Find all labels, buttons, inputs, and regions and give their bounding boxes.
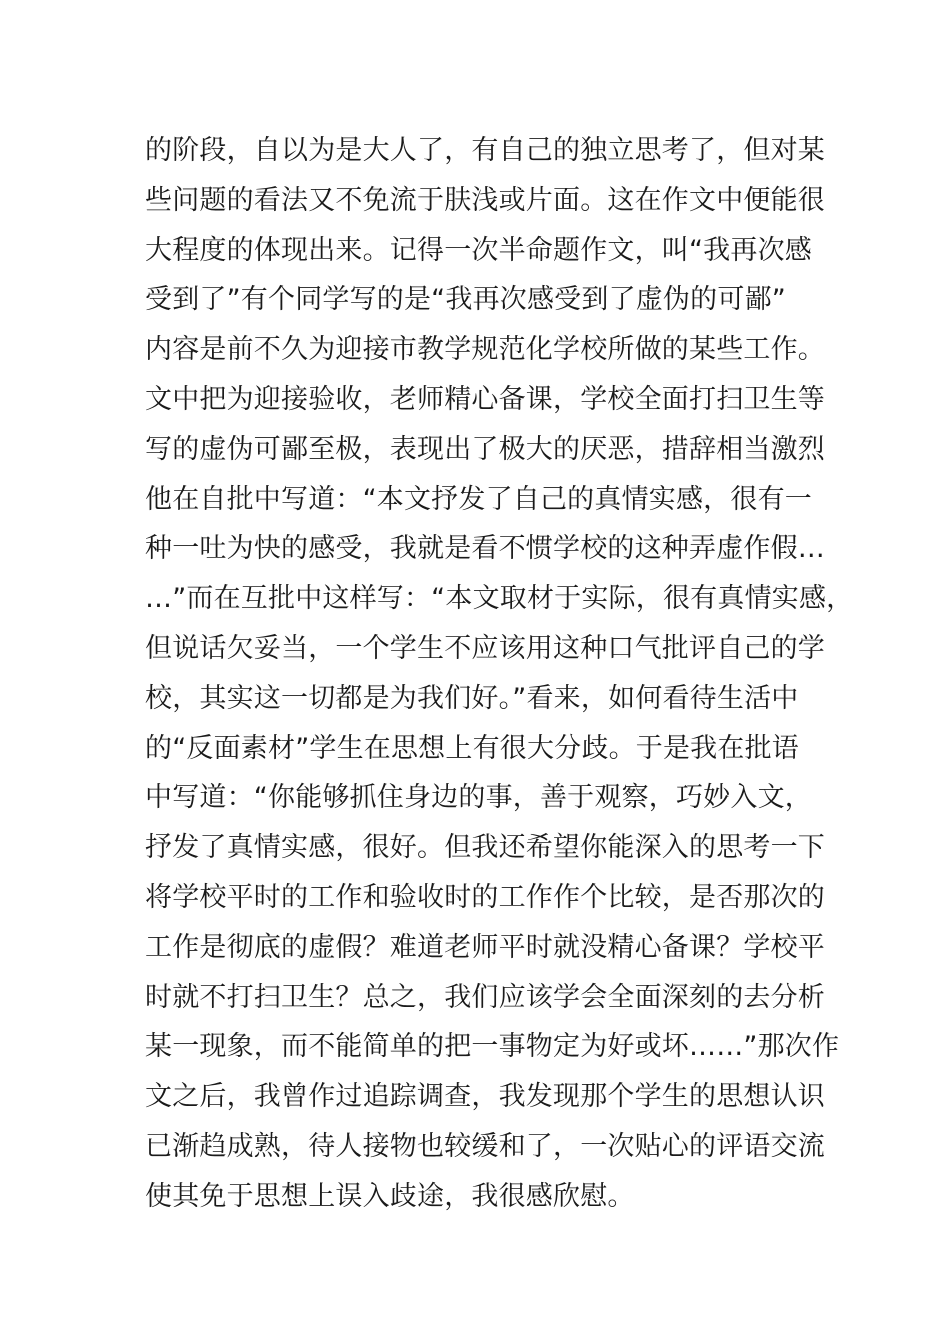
text-line: 种一吐为快的感受，我就是看不惯学校的这种弄虚作假… — [145, 533, 825, 565]
text-line: 的“反面素材”学生在思想上有很大分歧。于是我在批语 — [145, 732, 799, 764]
text-line: 抒发了真情实感，很好。但我还希望你能深入的思考一下 — [145, 832, 825, 864]
text-line: 写的虚伪可鄙至极，表现出了极大的厌恶，措辞相当激烈 — [145, 433, 825, 465]
text-line: 些问题的看法又不免流于肤浅或片面。这在作文中便能很 — [145, 184, 825, 216]
text-line: 文中把为迎接验收，老师精心备课，学校全面打扫卫生等 — [145, 383, 825, 415]
text-line: 但说话欠妥当，一个学生不应该用这种口气批评自己的学 — [145, 632, 825, 664]
text-line: 中写道：“你能够抓住身边的事，善于观察，巧妙入文， — [145, 782, 812, 814]
text-line: 某一现象，而不能简单的把一事物定为好或坏……”那次作 — [145, 1031, 840, 1063]
text-line: 的阶段，自以为是大人了，有自己的独立思考了，但对某 — [145, 135, 825, 166]
text-line: 受到了”有个同学写的是“我再次感受到了虚伪的可鄙” — [145, 284, 786, 316]
text-line: …”而在互批中这样写：“本文取材于实际，很有真情实感， — [145, 583, 854, 615]
text-line: 大程度的体现出来。记得一次半命题作文，叫“我再次感 — [145, 234, 812, 266]
text-line: 他在自批中写道：“本文抒发了自己的真情实感，很有一 — [145, 483, 812, 515]
text-line: 内容是前不久为迎接市教学规范化学校所做的某些工作。 — [145, 334, 825, 366]
text-line: 校，其实这一切都是为我们好。”看来，如何看待生活中 — [145, 682, 799, 714]
text-line: 使其免于思想上误入歧途，我很感欣慰。 — [145, 1180, 635, 1212]
text-line: 将学校平时的工作和验收时的工作作个比较，是否那次的 — [145, 881, 825, 913]
text-line: 文之后，我曾作过追踪调查，我发现那个学生的思想认识 — [145, 1081, 825, 1113]
body-paragraph — [145, 126, 854, 1222]
text-line: 已渐趋成熟，待人接物也较缓和了，一次贴心的评语交流 — [145, 1130, 825, 1162]
text-line: 工作是彻底的虚假？难道老师平时就没精心备课？学校平 — [145, 931, 825, 963]
text-line: 时就不打扫卫生？总之，我们应该学会全面深刻的去分析 — [145, 981, 825, 1013]
